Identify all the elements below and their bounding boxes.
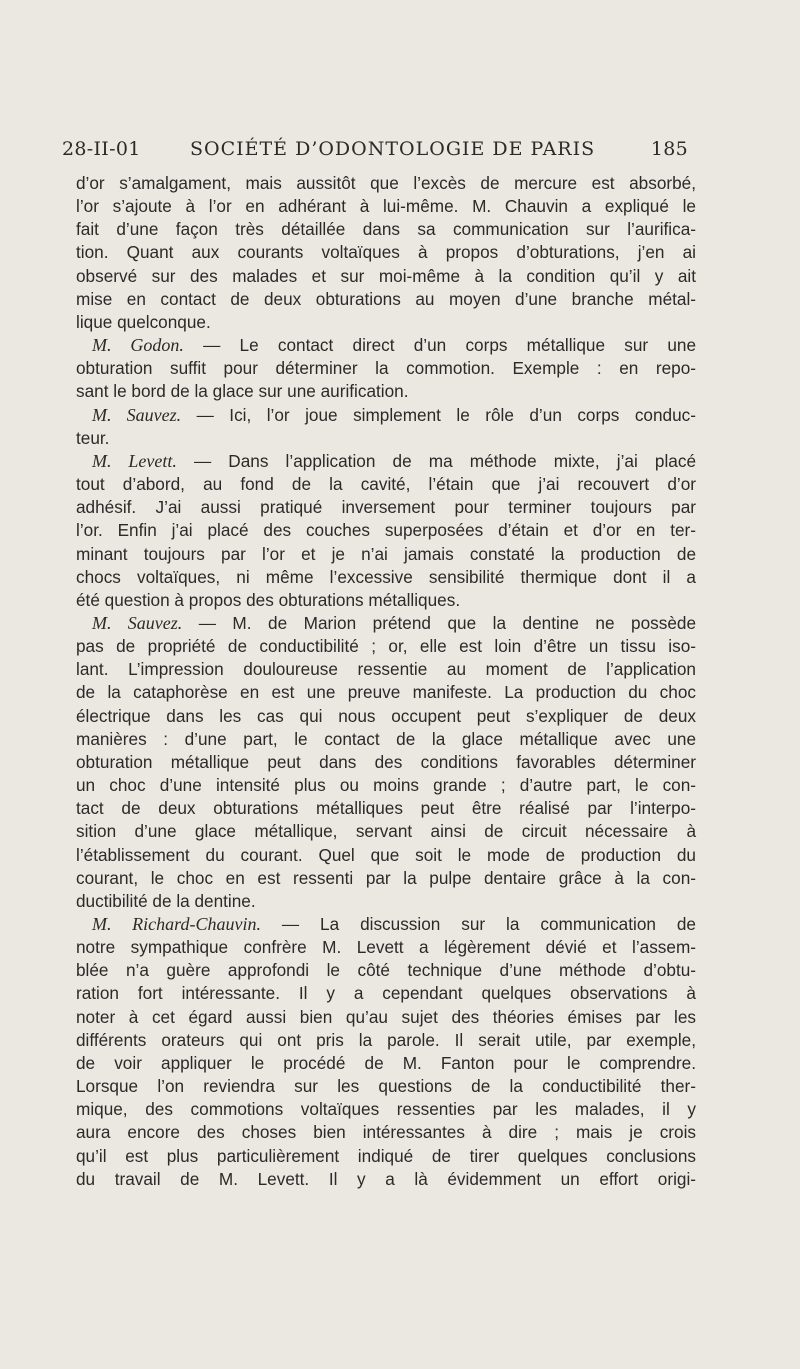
text-line [76,936,696,959]
text-line [76,820,696,843]
body-text [76,172,696,1191]
text-line [76,867,696,890]
line-text: aura encore des choses bien intéressantes à dire ; mais je crois [76,1122,696,1143]
speaker-line [76,612,696,635]
text-line [76,797,696,820]
line-text: teur. [76,427,110,448]
line-text: adhésif. J’ai aussi pratiqué inversement pour terminer toujours par [76,497,696,518]
line-text: tact de deux obturations métalliques peut être réalisé par l’interpo- [76,798,696,819]
speaker-name: M. Richard-Chauvin. [92,914,261,934]
speaker-line [76,404,696,427]
text-line [76,427,696,450]
line-text: de voir appliquer le procédé de M. Fanton pour le comprendre. [76,1052,696,1073]
text-line [76,844,696,867]
text-line [76,705,696,728]
text-line [76,890,696,913]
speaker-name: M. Sauvez. [92,404,182,425]
text-line [76,473,696,496]
line-text: fait d’une façon très détaillée dans sa communication sur l’aurifica- [76,219,696,240]
line-text: — Le contact direct d’un corps métallique sur une [203,335,697,356]
text-line [76,1121,696,1144]
line-text: différents orateurs qui ont pris la parole. Il serait utile, par exemple, [76,1029,696,1050]
text-line [76,1145,696,1168]
line-text: obturation métallique peut dans des conditions favorables déterminer [76,751,696,772]
speaker-name: M. Levett. [92,450,177,471]
line-text: électrique dans les cas qui nous occupent peut s’expliquer de deux [76,705,696,726]
line-text: mise en contact de deux obturations au moyen d’une branche métal- [76,288,696,309]
text-line [76,172,696,195]
line-text: lant. L’impression douloureuse ressentie au moment de l’application [76,659,696,680]
text-line [76,589,696,612]
line-text: de la cataphorèse en est une preuve manifeste. La production du choc [76,682,696,703]
page-number: 185 [650,138,688,160]
speaker-name: M. Godon. [92,335,184,356]
line-text: noter à cet égard aussi bien qu’au sujet des théories émises par les [76,1006,696,1027]
text-line [76,380,696,403]
text-line [76,1098,696,1121]
text-line [76,543,696,566]
line-text: Lorsque l’on reviendra sur les questions de la conductibilité ther- [76,1076,696,1097]
line-text: blée n’a guère approfondi le côté technique d’une méthode d’obtu- [76,960,696,981]
line-text: pas de propriété de conductibilité ; or, elle est loin d’être un tissu iso- [76,636,696,657]
text-line [76,728,696,751]
line-text: manières : d’une part, le contact de la glace métallique avec une [76,728,696,749]
text-line [76,1006,696,1029]
text-line [76,218,696,241]
line-text: été question à propos des obturations métalliques. [76,589,461,610]
text-line [76,658,696,681]
line-text: — Ici, l’or joue simplement le rôle d’un corps conduc- [196,404,696,425]
line-text: du travail de M. Levett. Il y a là évidemment un effort origi- [76,1168,696,1189]
running-header [62,138,688,164]
line-text: lique quelconque. [76,311,211,332]
line-text: un choc d’une intensité plus ou moins grande ; d’autre part, le con- [76,775,696,796]
line-text: mique, des commotions voltaïques ressenties par les malades, il y [76,1099,696,1120]
line-text: minant toujours par l’or et je n’ai jamais constaté la production de [76,543,696,564]
text-line [76,566,696,589]
text-line [76,751,696,774]
line-text: notre sympathique confrère M. Levett a légèrement dévié et l’assem- [76,937,696,958]
text-line [76,241,696,264]
line-text: ration fort intéressante. Il y a cependant quelques observations à [76,983,696,1004]
line-text: — M. de Marion prétend que la dentine ne possède [198,612,697,633]
speaker-line [76,334,696,357]
text-line [76,1075,696,1098]
line-text: chocs voltaïques, ni même l’excessive sensibilité thermique dont il a [76,566,696,587]
text-line [76,681,696,704]
line-text: ductibilité de la dentine. [76,890,256,911]
line-text: sition d’une glace métallique, servant ainsi de circuit nécessaire à [76,821,696,842]
line-text: courant, le choc en est ressenti par la pulpe dentaire grâce à la con- [76,867,696,888]
text-line [76,265,696,288]
line-text: l’or s’ajoute à l’or en adhérant à lui-même. M. Chauvin a expliqué le [76,196,696,217]
speaker-name: M. Sauvez. [92,612,183,633]
text-line [76,1029,696,1052]
text-line [76,982,696,1005]
text-line [76,519,696,542]
journal-title: SOCIÉTÉ D’ODONTOLOGIE DE PARIS [190,138,596,160]
line-text: tion. Quant aux courants voltaïques à propos d’obturations, j’en ai [76,242,696,263]
text-line [76,496,696,519]
line-text: obturation suffit pour déterminer la commotion. Exemple : en repo- [76,358,696,379]
text-line [76,635,696,658]
text-line [76,959,696,982]
line-text: l’or. Enfin j’ai placé des couches superposées d’étain et d’or en ter- [76,520,696,541]
text-line [76,1168,696,1191]
speaker-line [76,450,696,473]
text-line [76,774,696,797]
line-text: sant le bord de la glace sur une aurification. [76,381,409,402]
text-line [76,311,696,334]
line-text: — La discussion sur la communication de [281,914,696,934]
text-line [76,195,696,218]
issue-date: 28-II-01 [62,138,141,160]
line-text: tout d’abord, au fond de la cavité, l’étain que j’ai recouvert d’or [76,474,696,495]
speaker-line [76,913,696,936]
text-line [76,357,696,380]
line-text: — Dans l’application de ma méthode mixte, j’ai placé [193,450,696,471]
line-text: qu’il est plus particulièrement indiqué de tirer quelques conclusions [76,1145,696,1166]
line-text: observé sur des malades et sur moi-même à la condition qu’il y ait [76,265,696,286]
text-line [76,288,696,311]
text-line [76,1052,696,1075]
line-text: l’établissement du courant. Quel que soit le mode de production du [76,844,696,865]
line-text: d’or s’amalgament, mais aussitôt que l’excès de mercure est absorbé, [76,173,696,193]
